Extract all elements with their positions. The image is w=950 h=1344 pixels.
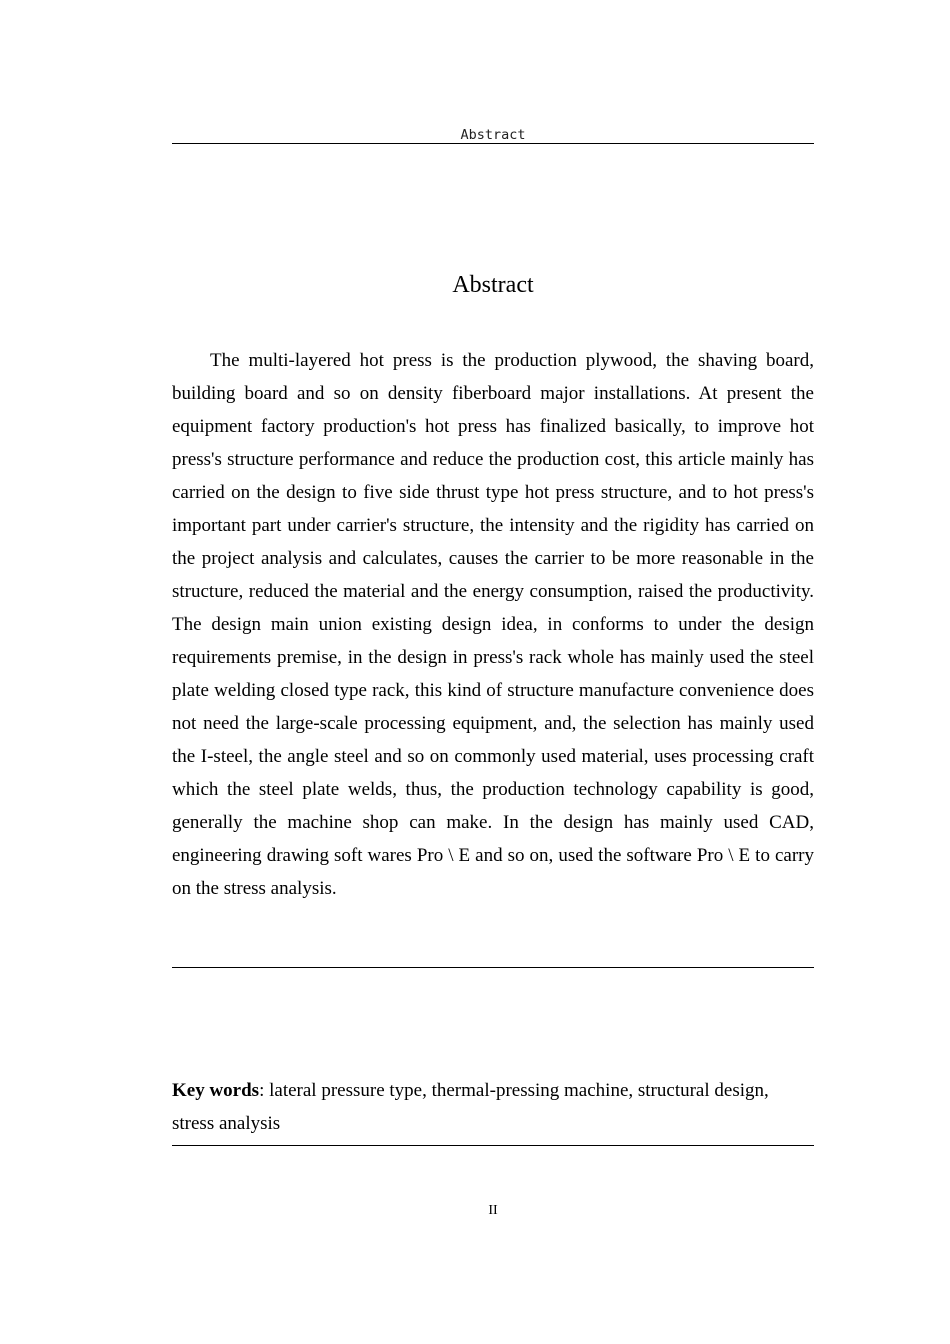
keywords-text: lateral pressure type, thermal-pressing machine, structural design, stress analysis — [172, 1080, 769, 1134]
keywords-label: Key words — [172, 1080, 260, 1101]
abstract-title: Abstract — [452, 272, 534, 298]
running-header: Abstract — [460, 127, 526, 143]
header-rule — [172, 143, 814, 144]
keywords-rule — [172, 1145, 814, 1146]
page-number: II — [488, 1203, 498, 1218]
keywords-paragraph — [172, 1074, 782, 1140]
body-divider-rule — [172, 967, 814, 968]
abstract-body: The multi-layered hot press is the production plywood, the shaving board, building board and so on density fiberboard major installations. At present the equipment factory production's hot press has finalized basically, to improve hot press's structure performance and reduce the production cost, this article mainly has carried on the design to five side thrust type hot press structure, and to hot press's important part under carrier's structure, the intensity and the rigidity has carried on the project analysis and calculates, causes the carrier to be more reasonable in the structure, reduced the material and the energy consumption, raised the productivity. The design main union existing design idea, in conforms to under the design requirements premise, in the design in press's rack whole has mainly used the steel plate welding closed type rack, this kind of structure manufacture convenience does not need the large-scale processing equipment, and, the selection has mainly used the I-steel, the angle steel and so on commonly used material, uses processing craft which the steel plate welds, thus, the production technology capability is good, generally the machine shop can make. In the design has mainly used CAD, engineering drawing soft wares Pro \ E and so on, used the software Pro \ E to carry on the stress analysis. — [172, 350, 814, 899]
keywords-separator: : — [259, 1080, 265, 1101]
